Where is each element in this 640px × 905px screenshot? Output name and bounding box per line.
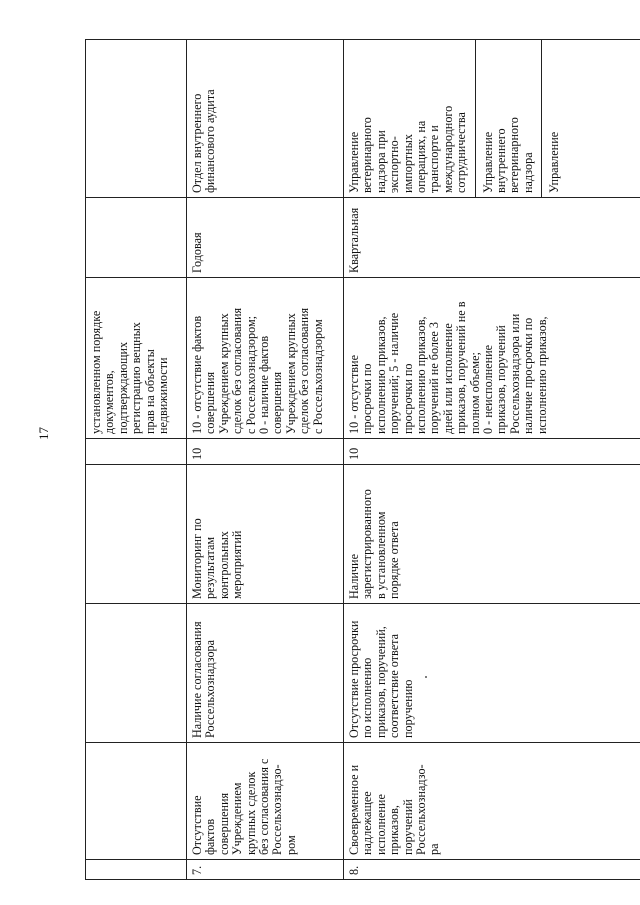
cell-responsible: [86, 40, 187, 198]
cell-risk: Наличие согласования Россельхознадзора: [187, 604, 344, 743]
cell-method: [86, 465, 187, 604]
responsible-2: Управление внутреннего ветеринарного надзора: [475, 40, 536, 197]
cell-indicator: Отсутствие фактов совершения Учреждением крупных сделок без согласования с Россельхознадзо- ром: [187, 743, 344, 860]
cell-responsible: [344, 40, 640, 198]
indicators-table: [85, 39, 640, 880]
cell-indicator: Своевременное и надлежащее исполнение приказов, поручений Россельхознадзо- ра: [344, 743, 640, 860]
cell-weight: 10: [187, 439, 344, 465]
responsible-1: Управление ветеринарного надзора при экспортно- импортных операциях, на транспорте и международного сотрудничества: [347, 105, 469, 193]
cell-period: Годовая: [187, 198, 344, 278]
scan-speck: [425, 676, 427, 678]
cell-responsible: Отдел внутреннего финансового аудита: [187, 40, 344, 198]
table-row-continued: [86, 40, 187, 880]
cell-number: 7.: [187, 860, 344, 880]
table-row: [187, 40, 344, 880]
cell-weight: [86, 439, 187, 465]
risk-text: Отсутствие просрочки по исполнению приказов, поручений, соответствие ответа поручению: [347, 620, 415, 738]
cell-criteria: установленном порядке документов, подтверждающих регистрацию вещных прав на объекты недвижимости: [86, 278, 187, 439]
rotated-table-wrapper: [85, 40, 615, 880]
cell-risk: [86, 604, 187, 743]
cell-period: Квартальная: [344, 198, 640, 278]
cell-method: Мониторинг по результатам контрольных мероприятий: [187, 465, 344, 604]
cell-weight: 10: [344, 439, 640, 465]
responsible-3: Управление: [541, 40, 561, 197]
cell-criteria: 10 - отсутствие фактов совершения Учреждением крупных сделок без согласования с Россельхознадзором; 0 - наличие фактов совершения Учреждением крупных сделок без согласования с Россельхознадзором: [187, 278, 344, 439]
cell-criteria: 10 - отсутствие просрочки по исполнению приказов, поручений; 5 - наличие просрочки по исполнению приказов, поручений не более 3 дней или исполнение приказов, поручений не в полном объеме; 0 - неисполнение приказов, поручений Россельхознадзора или наличие просрочки по исполнению приказов,: [344, 278, 640, 439]
cell-method: Наличие зарегистрированного в установленном порядке ответа: [344, 465, 640, 604]
cell-number: [86, 860, 187, 880]
cell-indicator: [86, 743, 187, 860]
cell-period: [86, 198, 187, 278]
cell-number: 8.: [344, 860, 640, 880]
page-number: 17: [36, 427, 51, 440]
cell-risk: [344, 604, 640, 743]
table-row: [344, 40, 640, 880]
